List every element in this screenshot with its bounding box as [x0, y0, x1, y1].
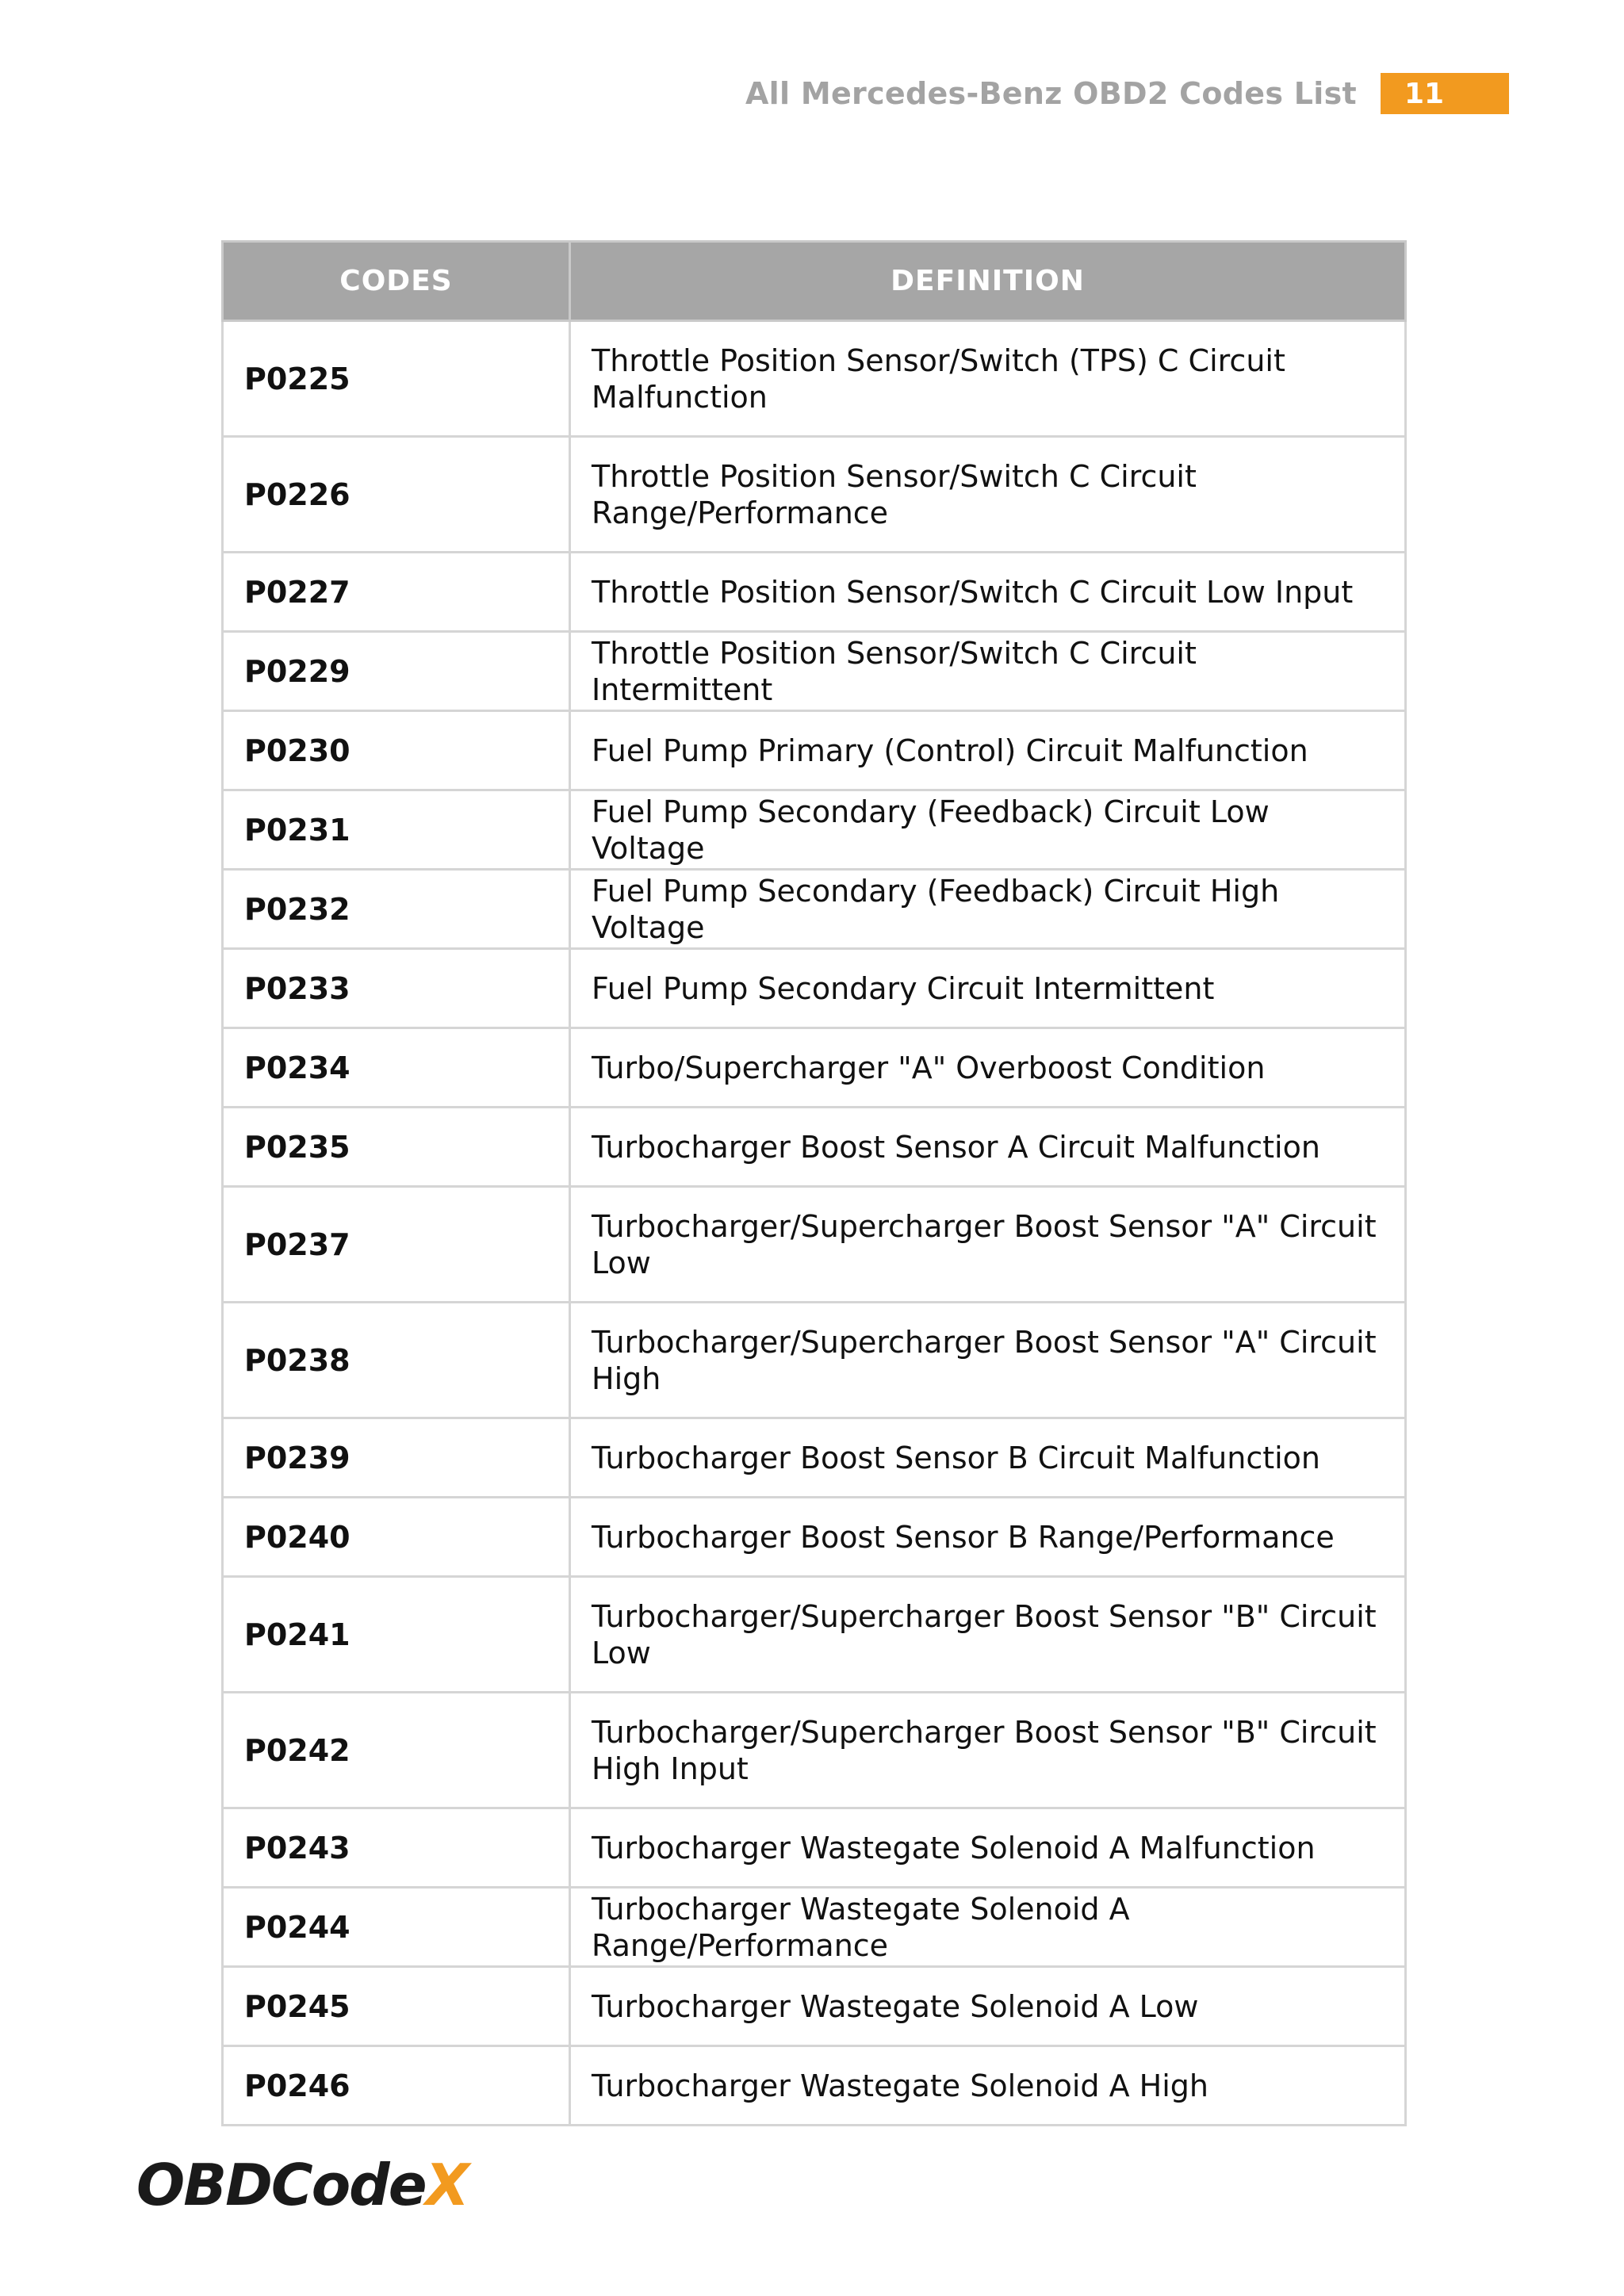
table-row [223, 1967, 1406, 2046]
table-row [223, 1577, 1406, 1693]
code-cell: P0225 [223, 321, 570, 437]
definition-cell: Turbocharger/Supercharger Boost Sensor "A" Circuit High [570, 1303, 1406, 1418]
definition-cell: Turbo/Supercharger "A" Overboost Condition [570, 1028, 1406, 1108]
table-row [223, 1498, 1406, 1577]
definition-cell: Turbocharger/Supercharger Boost Sensor "A" Circuit Low [570, 1187, 1406, 1303]
code-cell: P0246 [223, 2046, 570, 2126]
definition-cell: Turbocharger/Supercharger Boost Sensor "B" Circuit High Input [570, 1693, 1406, 1808]
definition-cell: Fuel Pump Secondary (Feedback) Circuit Low Voltage [570, 790, 1406, 870]
table-row [223, 1808, 1406, 1888]
code-cell: P0234 [223, 1028, 570, 1108]
definition-cell: Fuel Pump Primary (Control) Circuit Malfunction [570, 711, 1406, 790]
definition-cell: Turbocharger Wastegate Solenoid A Low [570, 1967, 1406, 2046]
definition-cell: Turbocharger Boost Sensor B Range/Performance [570, 1498, 1406, 1577]
table-header-row [223, 242, 1406, 321]
definition-cell: Turbocharger Boost Sensor A Circuit Malfunction [570, 1108, 1406, 1187]
code-cell: P0240 [223, 1498, 570, 1577]
code-cell: P0230 [223, 711, 570, 790]
definition-cell: Turbocharger/Supercharger Boost Sensor "B" Circuit Low [570, 1577, 1406, 1693]
definition-cell: Throttle Position Sensor/Switch C Circuit Range/Performance [570, 437, 1406, 553]
definition-cell: Throttle Position Sensor/Switch (TPS) C Circuit Malfunction [570, 321, 1406, 437]
table-row [223, 1418, 1406, 1498]
table-row [223, 553, 1406, 632]
code-cell: P0241 [223, 1577, 570, 1693]
table-row [223, 1693, 1406, 1808]
page-number-badge: 11 [1381, 73, 1509, 114]
table-row [223, 870, 1406, 949]
definition-cell: Fuel Pump Secondary Circuit Intermittent [570, 949, 1406, 1028]
code-cell: P0239 [223, 1418, 570, 1498]
document-title: All Mercedes-Benz OBD2 Codes List [745, 76, 1357, 111]
definition-cell: Turbocharger Wastegate Solenoid A Range/Performance [570, 1888, 1406, 1967]
table-row [223, 1303, 1406, 1418]
code-cell: P0226 [223, 437, 570, 553]
code-cell: P0245 [223, 1967, 570, 2046]
table-row [223, 1108, 1406, 1187]
code-cell: P0232 [223, 870, 570, 949]
logo-text-accent: X [425, 2152, 469, 2218]
codes-column-header: CODES [223, 242, 570, 321]
table-row [223, 949, 1406, 1028]
definition-cell: Throttle Position Sensor/Switch C Circuit Low Input [570, 553, 1406, 632]
code-cell: P0237 [223, 1187, 570, 1303]
code-cell: P0242 [223, 1693, 570, 1808]
table-row [223, 1028, 1406, 1108]
table-row [223, 632, 1406, 711]
code-cell: P0244 [223, 1888, 570, 1967]
definition-cell: Turbocharger Boost Sensor B Circuit Malfunction [570, 1418, 1406, 1498]
logo-text-main: OBDCode [136, 2152, 426, 2218]
codes-table [221, 240, 1407, 2126]
code-cell: P0243 [223, 1808, 570, 1888]
table-row [223, 711, 1406, 790]
code-cell: P0235 [223, 1108, 570, 1187]
table-row [223, 790, 1406, 870]
table-body [223, 321, 1406, 2126]
definition-cell: Turbocharger Wastegate Solenoid A Malfunction [570, 1808, 1406, 1888]
table-row [223, 437, 1406, 553]
code-cell: P0238 [223, 1303, 570, 1418]
definition-cell: Fuel Pump Secondary (Feedback) Circuit High Voltage [570, 870, 1406, 949]
page-header [745, 73, 1509, 114]
definition-column-header: DEFINITION [570, 242, 1406, 321]
obdcodex-logo [136, 2152, 468, 2218]
table-row [223, 1888, 1406, 1967]
table-row [223, 2046, 1406, 2126]
code-cell: P0231 [223, 790, 570, 870]
definition-cell: Turbocharger Wastegate Solenoid A High [570, 2046, 1406, 2126]
table-row [223, 321, 1406, 437]
code-cell: P0227 [223, 553, 570, 632]
code-cell: P0233 [223, 949, 570, 1028]
definition-cell: Throttle Position Sensor/Switch C Circuit Intermittent [570, 632, 1406, 711]
code-cell: P0229 [223, 632, 570, 711]
table-row [223, 1187, 1406, 1303]
